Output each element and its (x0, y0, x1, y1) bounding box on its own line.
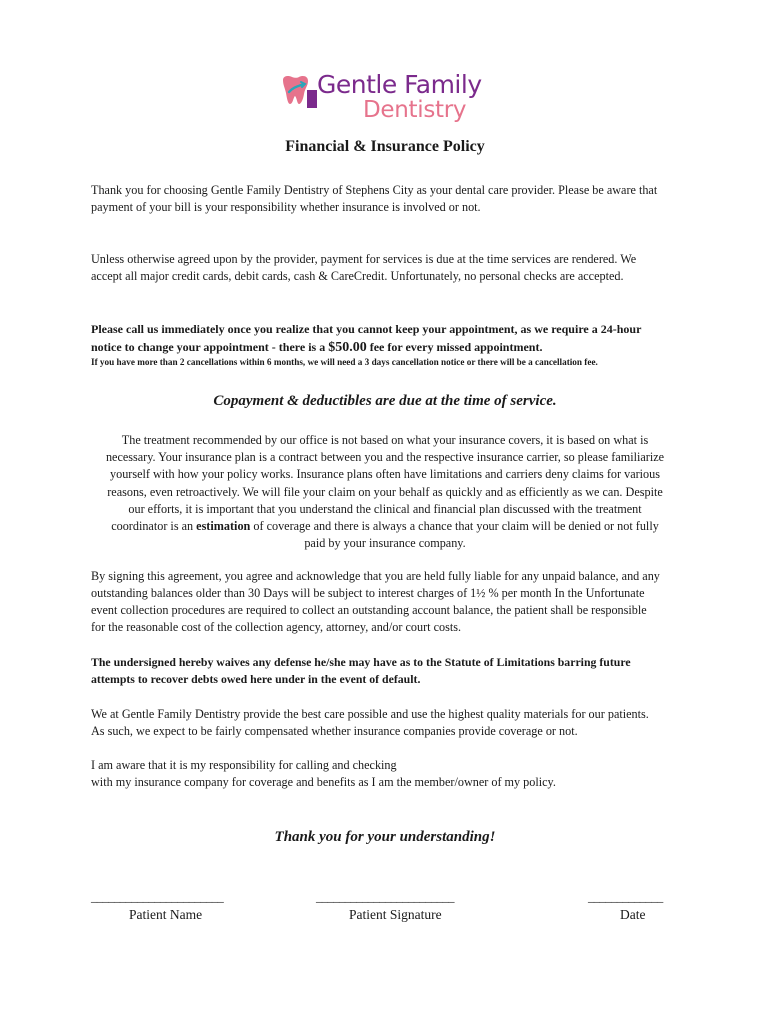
quality-line: We at Gentle Family Dentistry provide the best care possible and use the highest quality materials for our patients. (91, 707, 649, 721)
policy-line (91, 338, 691, 357)
payment-paragraph (91, 251, 691, 285)
agreement-line: event collection procedures are required to collect an outstanding account balance, the patient shall be responsible (91, 603, 647, 617)
date-field[interactable]: _____________ (588, 890, 663, 904)
cancellation-notice: If you have more than 2 cancellations within 6 months, we will need a 3 days cancellation notice or there will be a cancellation fee. (91, 357, 598, 367)
treatment-line: our efforts, it is important that you understand the clinical and financial plan discussed with the treatment (128, 501, 642, 516)
logo-text-gentle-family: Gentle Family (317, 70, 482, 99)
policy-line: Please call us immediately once you realize that you cannot keep your appointment, as we require a 24-hour (91, 322, 642, 336)
treatment-line: The treatment recommended by our office is not based on what your insurance covers, it is based on what is (121, 433, 649, 447)
document-title: Financial & Insurance Policy (285, 138, 485, 155)
treatment-text: of coverage and there is always a chance that your claim will be denied or not fully (250, 519, 659, 534)
treatment-line: reasons, even retroactively. We will file your claim on your behalf as quickly and as efficiently as we can. Despite (107, 484, 663, 499)
waiver-line: The undersigned hereby waives any defense he/she may have as to the Statute of Limitations barring future (91, 655, 631, 669)
payment-line: accept all major credit cards, debit cards, cash & CareCredit. Unfortunately, no personal checks are accepted. (91, 269, 624, 283)
awareness-line: I am aware that it is my responsibility for calling and checking (91, 758, 397, 772)
appointment-policy-paragraph (91, 320, 691, 357)
policy-text: notice to change your appointment - there is a (91, 340, 329, 354)
patient-name-field[interactable]: _______________________ (91, 890, 224, 904)
treatment-text: coordinator is an (111, 519, 197, 534)
waiver-line: attempts to recover debts owed here under in the event of default. (91, 672, 421, 686)
treatment-line (60, 518, 710, 535)
payment-line: Unless otherwise agreed upon by the provider, payment for services is due at the time services are rendered. We (91, 252, 637, 266)
agreement-line: By signing this agreement, you agree and acknowledge that you are held fully liable for any unpaid balance, and any (91, 569, 660, 583)
tooth-logo-icon (280, 74, 318, 110)
waiver-paragraph (91, 654, 691, 688)
practice-logo (280, 72, 495, 128)
policy-text: fee for every missed appointment. (366, 340, 543, 354)
missed-fee-amount: $50.00 (328, 340, 367, 355)
quality-line: As such, we expect to be fairly compensated whether insurance companies provide coverage or not. (91, 724, 578, 738)
logo-text-dentistry: Dentistry (363, 97, 467, 123)
patient-signature-field[interactable]: ________________________ (316, 890, 454, 904)
estimation-emphasis: estimation (196, 519, 251, 534)
thank-you-message: Thank you for your understanding! (274, 829, 496, 845)
intro-line: payment of your bill is your responsibility whether insurance is involved or not. (91, 200, 481, 214)
copay-heading: Copayment & deductibles are due at the time of service. (213, 393, 557, 409)
awareness-line: with my insurance company for coverage and benefits as I am the member/owner of my policy. (91, 775, 556, 789)
treatment-line: yourself with how your policy works. Insurance plans often have limitations and carriers deny claims for various (110, 467, 660, 482)
awareness-paragraph (91, 757, 691, 791)
quality-paragraph (91, 706, 691, 740)
treatment-line: necessary. Your insurance plan is a contract between you and the respective insurance carrier, so please familiarize (105, 450, 665, 465)
agreement-line: for the reasonable cost of the collection agency, attorney, and/or court costs. (91, 620, 461, 634)
intro-paragraph (91, 182, 691, 216)
date-label: Date (620, 907, 646, 922)
agreement-line: outstanding balances older than 30 Days will be subject to interest charges of 1½ % per month In the Unfortunate (91, 586, 645, 600)
agreement-paragraph (91, 568, 691, 636)
patient-signature-label: Patient Signature (349, 907, 442, 922)
patient-name-label: Patient Name (129, 907, 203, 922)
treatment-paragraph (60, 432, 710, 552)
intro-line: Thank you for choosing Gentle Family Dentistry of Stephens City as your dental care provider. Please be aware that (91, 183, 658, 197)
treatment-line: paid by your insurance company. (304, 536, 466, 551)
